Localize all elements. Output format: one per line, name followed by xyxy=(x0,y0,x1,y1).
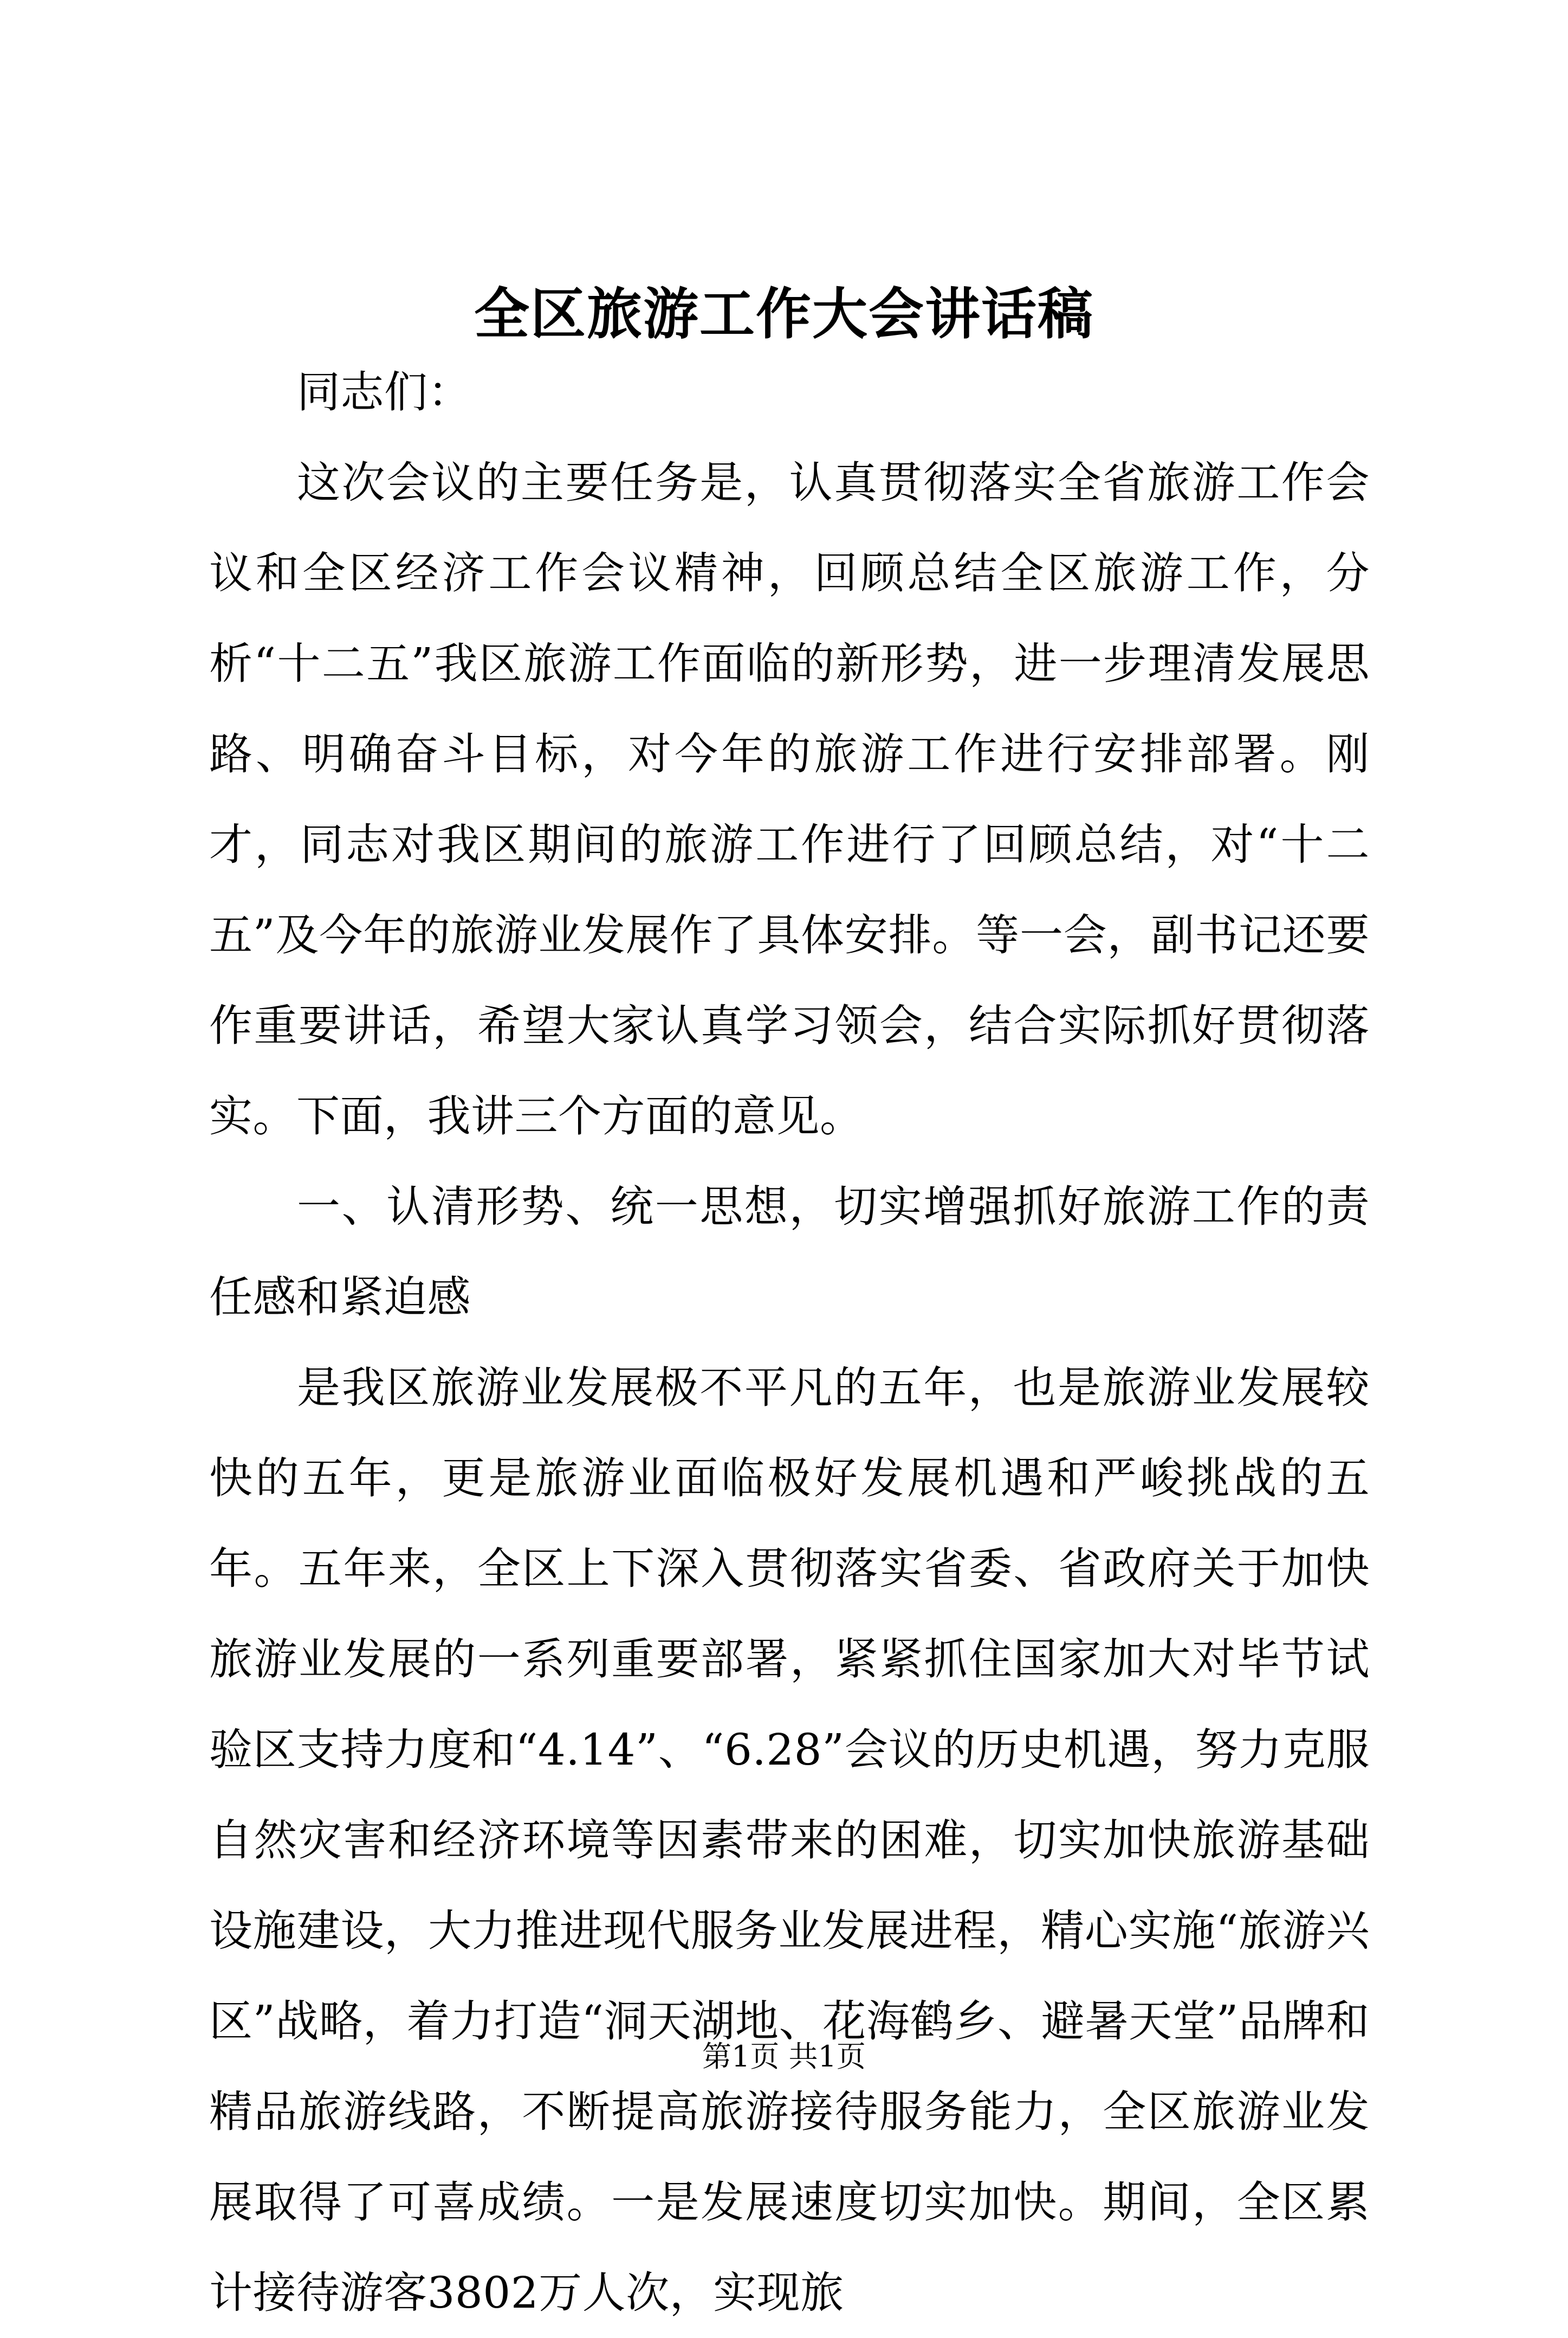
section-heading-paragraph: 一、认清形势、统一思想，切实增强抓好旅游工作的责任感和紧迫感 xyxy=(209,1181,1370,1322)
salutation-paragraph: 同志们： xyxy=(297,367,471,417)
page-number-footer: 第1页 共1页 xyxy=(702,2039,866,2074)
review-paragraph: 是我区旅游业发展极不平凡的五年，也是旅游业发展较快的五年，更是旅游业面临极好发展机遇和严峻挑战的五年。五年来，全区上下深入贯彻落实省委、省政府关于加快旅游业发展的一系列重要部署，紧紧抓住国家加大对毕节试验区支持力度和“4.14”、“6.28”会议的历史机遇，努力克服自然灾害和经济环境等因素带来的困难，切实加快旅游基础设施建设，大力推进现代服务业发展进程，精心实施“旅游兴区”战略，着力打造“洞天湖地、花海鹤乡、避暑天堂”品牌和精品旅游线路，不断提高旅游接待服务能力，全区旅游业发展取得了可喜成绩。一是发展速度切实加快。期间，全区累计接待游客3802万人次，实现旅 xyxy=(209,1362,1370,2318)
document-title: 全区旅游工作大会讲话稿 xyxy=(474,282,1094,347)
intro-paragraph: 这次会议的主要任务是，认真贯彻落实全省旅游工作会议和全区经济工作会议精神，回顾总结全区旅游工作，分析“十二五”我区旅游工作面临的新形势，进一步理清发展思路、明确奋斗目标，对今年的旅游工作进行安排部署。刚才，同志对我区期间的旅游工作进行了回顾总结，对“十二五”及今年的旅游业发展作了具体安排。等一会，副书记还要作重要讲话，希望大家认真学习领会，结合实际抓好贯彻落实。下面，我讲三个方面的意见。 xyxy=(209,457,1370,1141)
